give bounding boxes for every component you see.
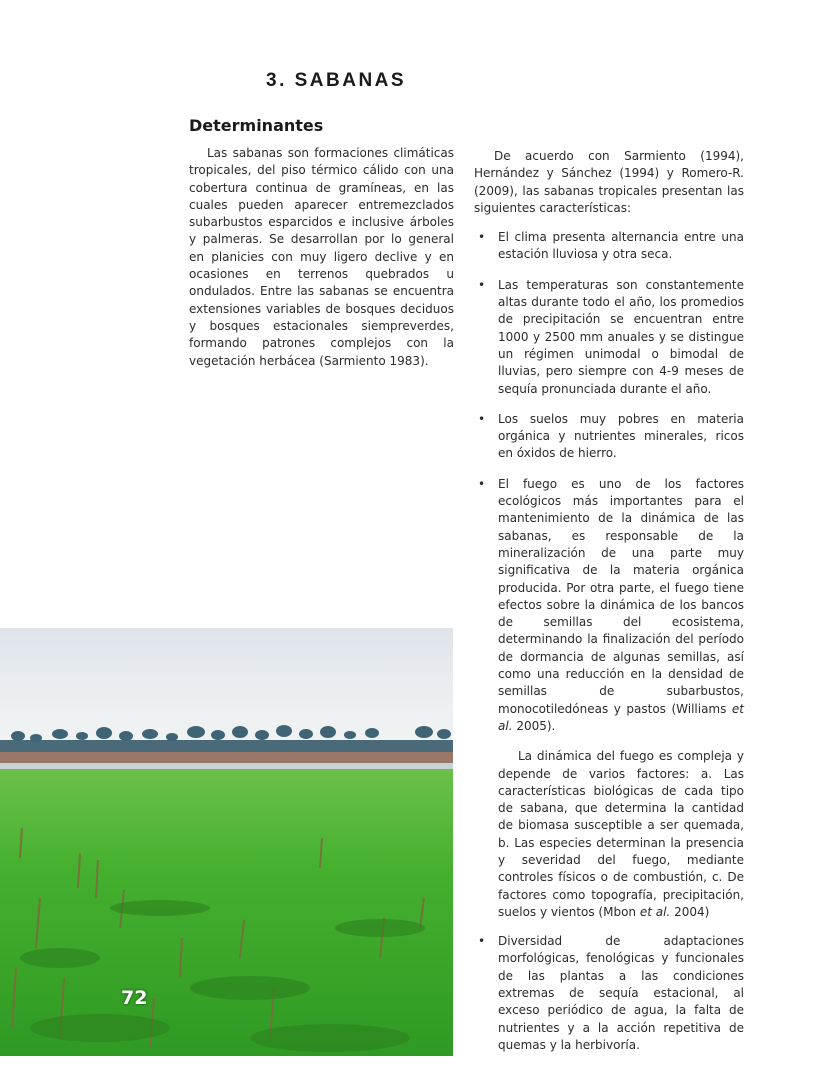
list-item: • Diversidad de adaptaciones morfológicas, fenológicas y funcionales de las plantas a las condiciones extremas de sequía estacional, al exceso periódico de agua, la falta de nutrientes y a la acción repetitiva de quemas y la herbivoría. bbox=[478, 934, 744, 1052]
left-paragraph: Las sabanas son formaciones climáticas tropicales, del piso térmico cálido con una cobertura continua de gramíneas, en las cuales pueden aparecer entremezclados subarbustos esparcidos e inclusive árboles y palmeras. Se desarrollan por lo general en planicies con muy ligero declive y en ocasiones en terrenos quebrados u ondulados. Entre las sabanas se encuentra extensiones variables de bosques deciduos y bosques estacionales siempreverdes, formando patrones complejos con la vegetación herbácea (Sarmiento 1983). bbox=[189, 146, 454, 368]
section-title: 3. SABANAS bbox=[266, 70, 407, 91]
page-number: 72 bbox=[121, 987, 148, 1009]
list-item: • Los suelos muy pobres en materia orgánica y nutrientes minerales, ricos en óxidos de hierro. bbox=[478, 411, 744, 461]
bullet-icon: • bbox=[478, 230, 486, 245]
savanna-photo bbox=[0, 628, 453, 1056]
bullet-icon: • bbox=[478, 476, 486, 491]
list-item: • El clima presenta alternancia entre una estación lluviosa y otra seca. bbox=[478, 230, 744, 262]
right-column bbox=[474, 148, 744, 1067]
bullet-icon: • bbox=[478, 277, 486, 292]
list-item: • Las temperaturas son constantemente altas durante todo el año, los promedios de precipitación se encuentran entre 1000 y 2500 mm anuales y se distingue un régimen unimodal o bimodal de lluvias, pero siempre con 4-9 meses de sequía pronunciada durante el año. bbox=[478, 277, 744, 396]
fire-dynamics-paragraph: La dinámica del fuego es compleja y depende de varios factores: a. Las características biológicas de cada tipo de sabana, que determina la cantidad de biomasa susceptible a ser quemada, b. Las especies determinan la presencia y severidad del fuego, mediante controles físicos o de combustión, c. De factores como topografía, precipitación, suelos y vientos (Mbon et al. 2004) bbox=[498, 749, 744, 919]
adaptations-list bbox=[474, 933, 744, 1054]
list-item: • El fuego es uno de los factores ecológicos más importantes para el mantenimiento de la dinámica de las sabanas, es responsable de la mineralización de una parte muy significativa de la materia orgánica producida. Por otra parte, el fuego tiene efectos sobre la dinámica de los bancos de semillas del ecosistema, determinando la finalización del período de dormancia de algunas semillas, así como una reducción en la densidad de semillas de subarbustos, monocotiledóneas y pastos (Williams et al. 2005). bbox=[478, 476, 744, 733]
subheading: Determinantes bbox=[189, 116, 324, 135]
characteristics-list bbox=[474, 229, 744, 735]
bullet-icon: • bbox=[478, 411, 486, 426]
bullet-icon: • bbox=[478, 934, 486, 949]
right-intro: De acuerdo con Sarmiento (1994), Hernández y Sánchez (1994) y Romero-R. (2009), las sabanas tropicales presentan las siguientes características: bbox=[474, 149, 744, 215]
